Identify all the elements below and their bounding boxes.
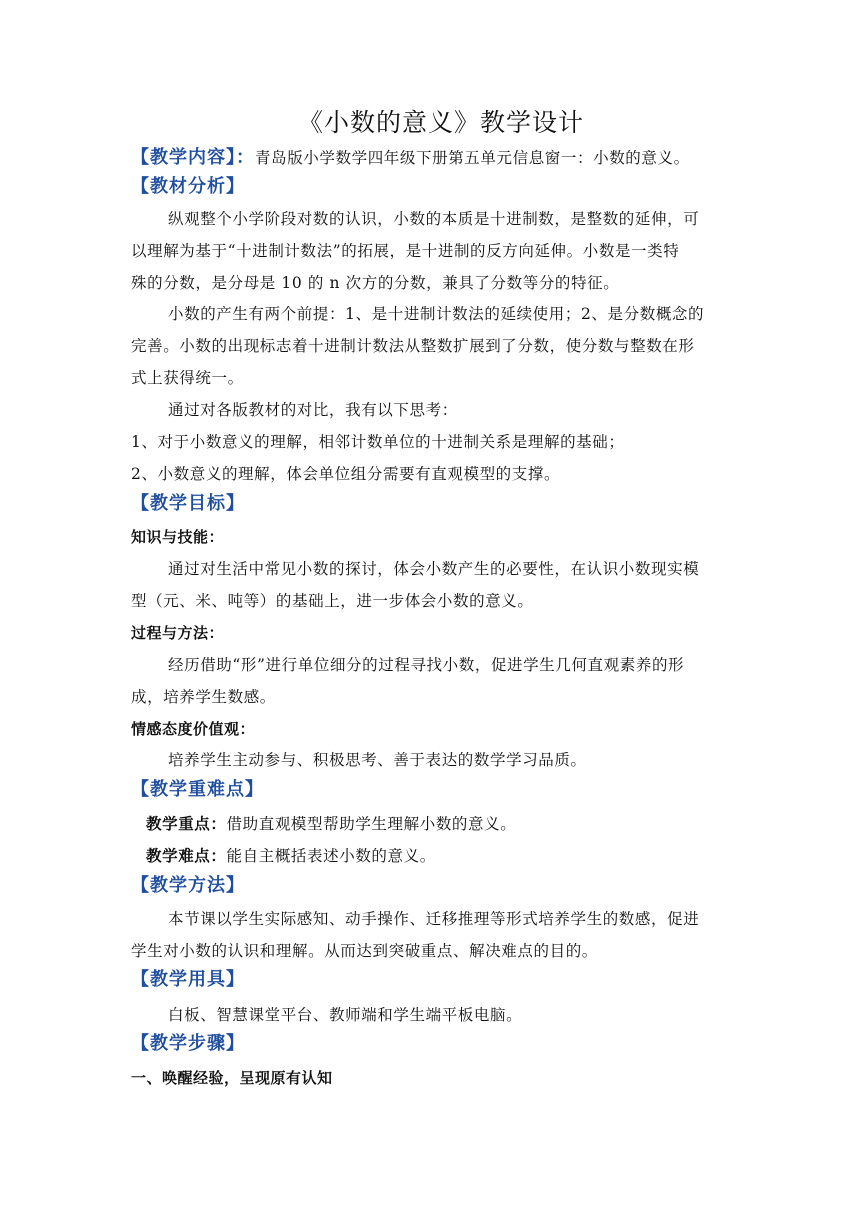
difficulty-text: 能自主概括表述小数的意义。 (226, 847, 436, 865)
section-heading-steps: 【教学步骤】 (131, 1033, 245, 1054)
section-heading-method: 【教学方法】 (131, 875, 245, 896)
paragraph-line: 小数的产生有两个前提：1、是十进制计数法的延续使用；2、是分数概念的 (168, 305, 705, 323)
paragraph-line: 本节课以学生实际感知、动手操作、迁移推理等形式培养学生的数感，促进 (168, 910, 700, 928)
subheading-process: 过程与方法： (131, 624, 225, 642)
focus-text: 借助直观模型帮助学生理解小数的意义。 (226, 815, 517, 833)
content-text: 青岛版小学数学四年级下册第五单元信息窗一：小数的意义。 (255, 149, 690, 167)
difficulty-line (146, 845, 436, 867)
focus-label: 教学重点： (146, 815, 227, 833)
paragraph-line: 型（元、米、吨等）的基础上，进一步体会小数的意义。 (131, 592, 534, 610)
paragraph-line: 以理解为基于“十进制计数法”的拓展，是十进制的反方向延伸。小数是一类特 (131, 242, 680, 260)
content-line (131, 145, 690, 171)
subheading-knowledge: 知识与技能： (131, 528, 225, 546)
paragraph-line: 经历借助“形”进行单位细分的过程寻找小数，促进学生几何直观素养的形 (168, 656, 685, 674)
list-item: 2、小数意义的理解，体会单位组分需要有直观模型的支撑。 (131, 465, 561, 483)
tools-text: 白板、智慧课堂平台、教师端和学生端平板电脑。 (168, 1006, 523, 1024)
paragraph-line: 通过对各版教材的对比，我有以下思考： (168, 401, 458, 419)
section-heading-tools: 【教学用具】 (131, 969, 245, 990)
paragraph-line: 纵观整个小学阶段对数的认识，小数的本质是十进制数，是整数的延伸，可 (168, 210, 700, 228)
focus-line (146, 813, 516, 835)
step-heading: 一、唤醒经验，呈现原有认知 (131, 1069, 333, 1087)
paragraph-line: 完善。小数的出现标志着十进制计数法从整数扩展到了分数，使分数与整数在形 (131, 337, 695, 355)
paragraph-line: 培养学生主动参与、积极思考、善于表达的数学学习品质。 (168, 751, 587, 769)
section-heading-goals: 【教学目标】 (131, 493, 245, 514)
paragraph-line: 殊的分数，是分母是 10 的 n 次方的分数，兼具了分数等分的特征。 (131, 274, 620, 292)
paragraph-line: 通过对生活中常见小数的探讨，体会小数产生的必要性，在认识小数现实模 (168, 560, 700, 578)
difficulty-label: 教学难点： (146, 847, 227, 865)
paragraph-line: 学生对小数的认识和理解。从而达到突破重点、解决难点的目的。 (131, 942, 598, 960)
paragraph-line: 成，培养学生数感。 (131, 688, 276, 706)
list-item: 1、对于小数意义的理解，相邻计数单位的十进制关系是理解的基础； (131, 433, 625, 451)
page-title: 《小数的意义》教学设计 (298, 108, 585, 137)
section-heading-key-points: 【教学重难点】 (131, 779, 264, 800)
paragraph-line: 式上获得统一。 (131, 369, 244, 387)
section-heading-content: 【教学内容】： (131, 147, 255, 168)
subheading-emotion: 情感态度价值观： (131, 720, 256, 738)
section-heading-analysis: 【教材分析】 (131, 176, 245, 197)
